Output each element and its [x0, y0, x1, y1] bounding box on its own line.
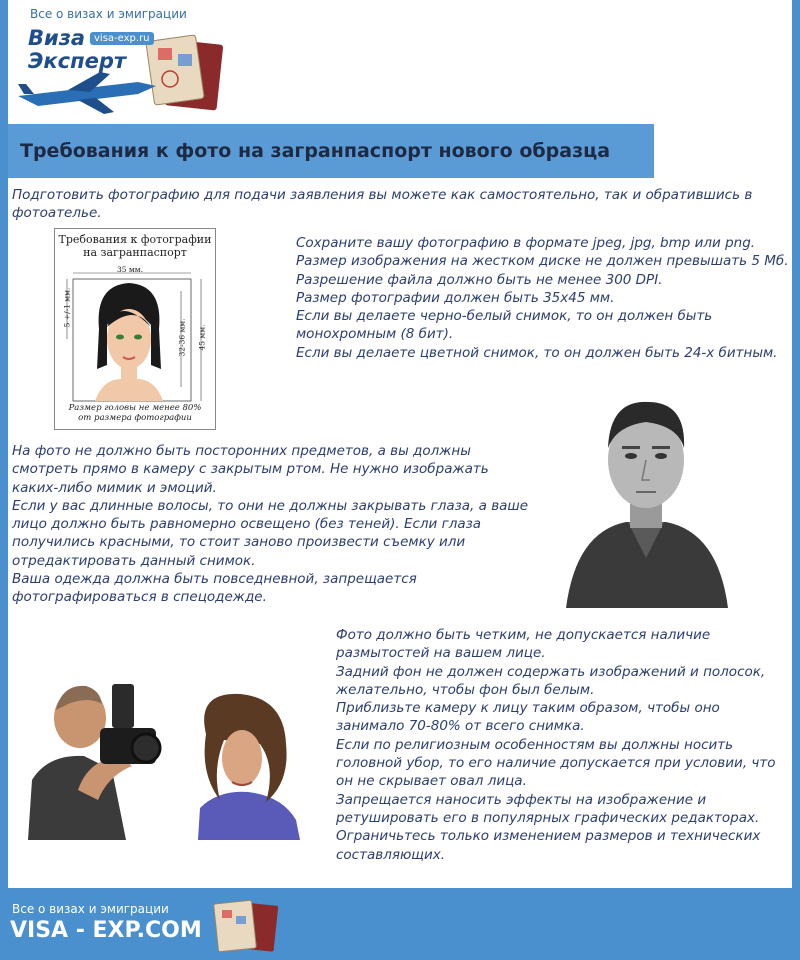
photographer-photo	[28, 670, 302, 840]
rule-line: отредактировать данный снимок.	[12, 552, 256, 569]
requirement-line: Сохраните вашу фотографию в формате jpeg, jpg, bmp или png.	[296, 235, 756, 251]
site-tagline: Все о визах и эмиграции	[30, 7, 187, 21]
quality-line: желательно, чтобы фон был белым.	[336, 681, 595, 698]
diagram-caption	[55, 403, 215, 423]
footer-tagline: Все о визах и эмиграции	[12, 902, 169, 916]
diagram-height-label: 45 мм.	[197, 324, 207, 351]
diagram-left-label: 5 +/-1 мм.	[62, 287, 72, 328]
logo-word-expert: Эксперт	[28, 49, 127, 73]
quality-line: ретушировать его в популярных графических редакторах.	[336, 809, 760, 826]
footer-site-name[interactable]: VISA - EXP.COM	[10, 918, 202, 943]
rule-line: лицо должно быть равномерно освещено (без теней). Если глаза	[12, 516, 482, 533]
intro-line: Подготовить фотографию для подачи заявления вы можете как самостоятельно, так и обратившись в	[12, 187, 753, 203]
content-rules	[12, 442, 532, 607]
quality-line: размытостей на вашем лице.	[336, 645, 546, 662]
logo-url: visa-exp.ru	[90, 32, 154, 45]
rule-line: фотографироваться в спецодежде.	[12, 589, 267, 606]
diagram-caption-line: от размера фотографии	[78, 413, 192, 423]
intro-line: фотоателье.	[12, 205, 102, 222]
logo-word-visa: Виза	[28, 26, 86, 50]
footer-passport-icon	[206, 898, 286, 954]
technical-requirements	[296, 234, 791, 362]
quality-line: он не скрывает овал лица.	[336, 773, 527, 790]
rule-line: смотреть прямо в камеру с закрытым ртом. Не нужно изображать	[12, 461, 489, 478]
quality-requirements	[336, 626, 786, 864]
diagram-width-label: 35 мм.	[117, 265, 143, 274]
quality-line: Запрещается наносить эффекты на изображение и	[336, 791, 707, 808]
diagram-head-label: 32-36 мм.	[177, 318, 187, 357]
site-logo[interactable]	[18, 24, 242, 118]
intro-paragraph	[12, 186, 787, 223]
quality-line: составляющих.	[336, 846, 446, 863]
requirement-line: Если вы делаете цветной снимок, то он должен быть 24-х битным.	[296, 344, 778, 361]
rule-line: получились красными, то стоит заново произвести съемку или	[12, 534, 466, 551]
requirement-line: Размер фотографии должен быть 35х45 мм.	[296, 289, 615, 306]
requirement-line: Размер изображения на жестком диске не должен превышать 5 Мб.	[296, 253, 789, 270]
quality-line: Приблизьте камеру к лицу таким образом, чтобы оно	[336, 700, 720, 717]
rule-line: Ваша одежда должна быть повседневной, запрещается	[12, 571, 417, 588]
sample-portrait-photo	[556, 382, 736, 608]
diagram-title-line: на загранпаспорт	[83, 246, 187, 259]
quality-line: Ограничьтесь только изменением размеров и технических	[336, 828, 761, 845]
rule-line: каких-либо мимик и эмоций.	[12, 479, 217, 496]
page-title: Требования к фото на загранпаспорт нового образца	[20, 140, 611, 162]
quality-line: головной убор, то его наличие допускается при условии, что	[336, 755, 776, 772]
photo-requirements-diagram	[54, 228, 216, 430]
title-bar	[8, 124, 654, 178]
requirement-line: монохромным (8 бит).	[296, 326, 454, 343]
diagram-drawing	[55, 229, 215, 429]
requirement-line: Если вы делаете черно-белый снимок, то он должен быть	[296, 308, 713, 325]
rule-line: На фото не должно быть посторонних предметов, а вы должны	[12, 443, 471, 459]
rule-line: Если у вас длинные волосы, то они не должны закрывать глаза, а ваше	[12, 497, 529, 514]
quality-line: занимало 70-80% от всего снимка.	[336, 718, 585, 735]
quality-line: Если по религиозным особенностям вы должны носить	[336, 736, 734, 753]
quality-line: Фото должно быть четким, не допускается наличие	[336, 627, 711, 643]
requirement-line: Разрешение файла должно быть не менее 300 DPI.	[296, 271, 663, 288]
diagram-title-line: Требования к фотографии	[58, 233, 212, 246]
quality-line: Задний фон не должен содержать изображений и полосок,	[336, 663, 766, 680]
diagram-caption-line: Размер головы не менее 80%	[68, 403, 202, 413]
